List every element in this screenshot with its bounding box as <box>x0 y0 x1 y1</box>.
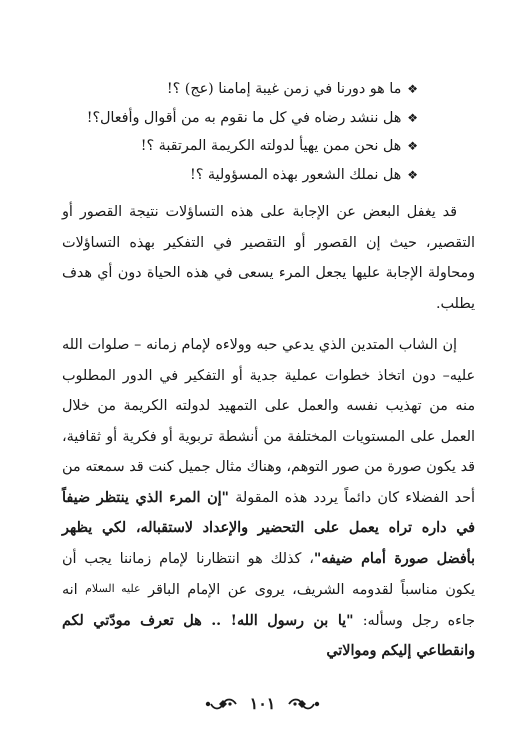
diamond-bullet-icon: ❖ <box>407 139 418 153</box>
question-text: هل ننشد رضاه في كل ما نقوم به من أقوال وأفعال؟! <box>86 109 402 126</box>
paragraph-text: انه جاءه رجل وسأله: <box>62 582 476 629</box>
page-footer <box>0 693 525 713</box>
blessing-ligature: عليه السلام <box>85 582 141 595</box>
question-text: هل نحن ممن يهيأ لدولته الكريمة المرتقبة ؟! <box>140 138 402 154</box>
left-ornament-icon <box>287 697 321 711</box>
page-number: ١٠١ <box>249 694 276 713</box>
right-ornament-icon <box>204 697 238 711</box>
paragraph-text: إن الشاب المتدين الذي يدعي حبه وولاءه لإمام زمانه – صلوات الله عليه– دون اتخاذ خطوات عملية جدية أو التفكير في الدور المطلوب منه من تهذيب نفسه والعمل على التمهيد لدولته الكريمة من خلال العمل على المستويات المختلفة من أنشطة تربوية أو فكرية أو ثقافية، قد يكون صورة من صور التوهم، وهناك مثال جميل كنت قد سمعته من أحد الفضلاء كان دائماً يردد هذه المقولة <box>62 337 475 506</box>
narration-quote: "يا بن رسول الله! .. هل تعرف مودّتي لكم وانقطاعي إليكم وموالاتي <box>62 612 475 659</box>
question-list <box>62 75 475 189</box>
question-item <box>62 104 418 133</box>
quoted-saying: "إن المرء الذي ينتظر ضيفاً في داره تراه يعمل على التحضير والإعداد لاستقباله، لكي يظهر بأفضل صورة أمام ضيفه" <box>62 489 476 567</box>
question-item <box>62 161 418 190</box>
question-item <box>62 132 418 161</box>
paragraph-main <box>62 330 475 667</box>
page-text <box>62 75 475 667</box>
paragraph-intro: قد يغفل البعض عن الإجابة على هذه التساؤلات نتيجة القصور أو التقصير، حيث إن القصور أو التقصير في التفكير بهذه التساؤلات ومحاولة الإجابة عليها يجعل المرء يسعى في هذه الحياة دون أي هدف يطلب. <box>62 204 475 312</box>
diamond-bullet-icon: ❖ <box>407 110 418 125</box>
diamond-bullet-icon: ❖ <box>407 82 418 96</box>
diamond-bullet-icon: ❖ <box>407 167 418 182</box>
paragraph-text: ، كذلك هو انتظارنا لإمام زماننا يجب أن يكون مناسباً لقدومه الشريف، يروى عن الإمام الباقر <box>62 550 475 598</box>
question-item <box>62 75 418 104</box>
question-text: ما هو دورنا في زمن غيبة إمامنا (عج) ؟! <box>166 81 402 97</box>
question-text: هل نملك الشعور بهذه المسؤولية ؟! <box>189 166 402 183</box>
